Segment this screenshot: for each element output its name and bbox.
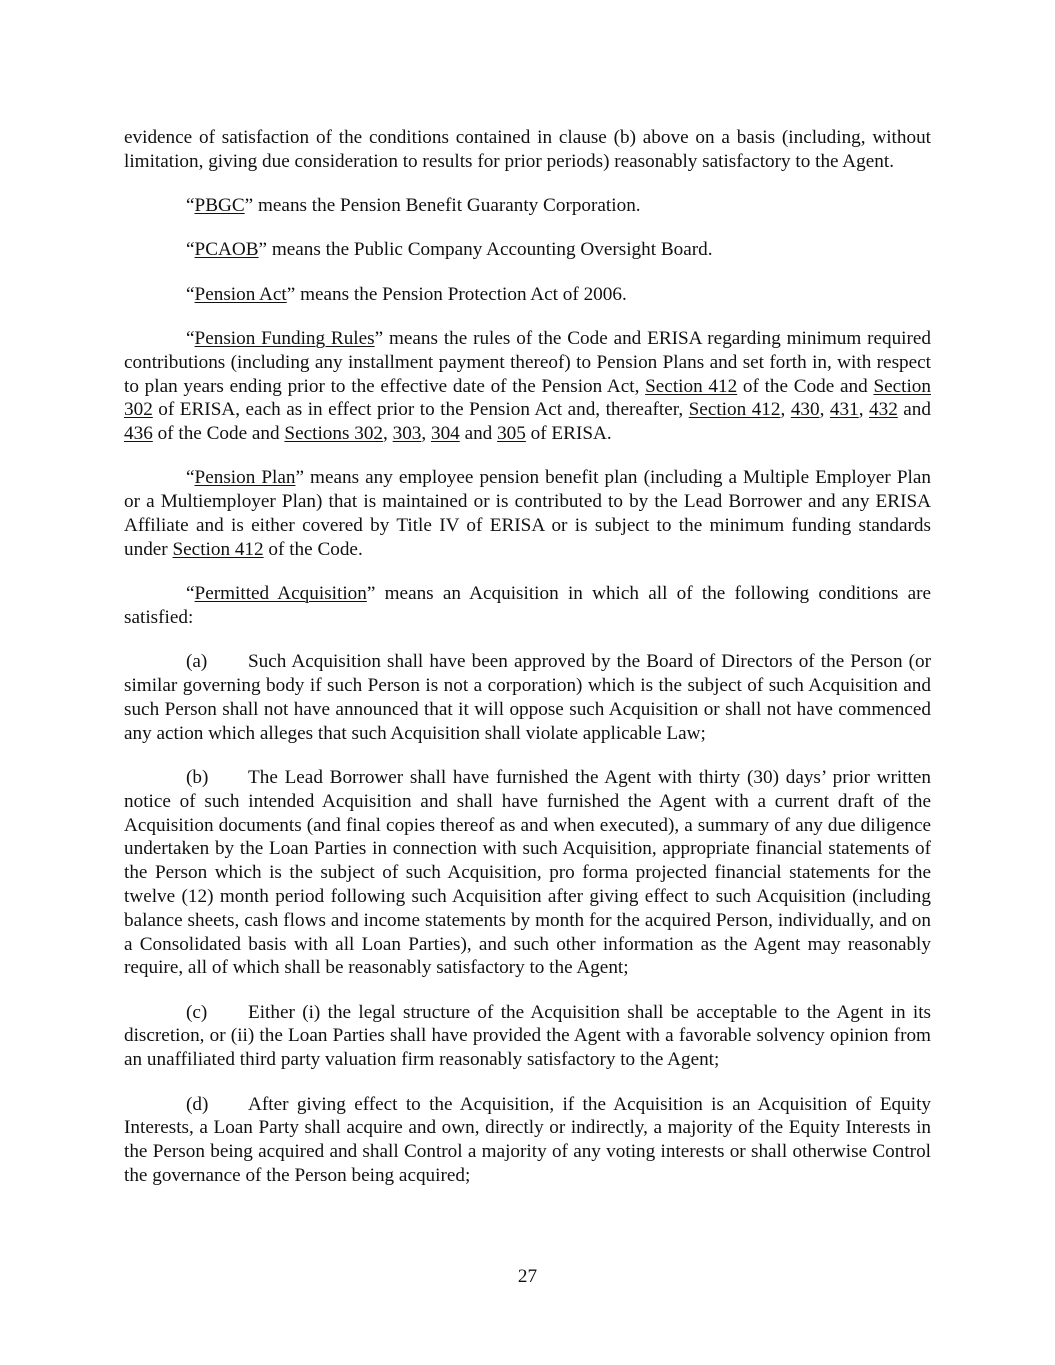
section-reference: 305 (497, 423, 526, 445)
definition-text: and (897, 399, 931, 421)
definition-pcaob: “PCAOB” means the Public Company Accounting Oversight Board. (186, 239, 713, 261)
section-reference: 432 (869, 399, 898, 421)
defined-term: PBGC (194, 195, 245, 217)
definition-text: , (780, 399, 791, 421)
document-page (124, 126, 931, 1208)
condition-label: (b) (186, 766, 209, 788)
condition-text: The Lead Borrower shall have furnished the Agent with thirty (30) days’ prior written notice of such intended Acquisition and shall have furnished the Agent with a current draft of the Acquisition documents (and final copies thereof as and when executed), a summary of any due diligence undertaken by the Loan Parties in connection with such Acquisition, appropriate financial statements of the Person which is the subject of such Acquisition, pro forma projected financial statements for the twelve (12) month period following such Acquisition after giving effect to such Acquisition (including balance sheets, cash flows and income statements by month for the acquired Person, individually, and on a Consolidated basis with all Loan Parties), and such other information as the Agent may reasonably require, all of which shall be reasonably satisfactory to the Agent; (124, 766, 931, 979)
definition-text: means the Pension Benefit Guaranty Corporation. (253, 195, 641, 217)
condition-label: (d) (186, 1093, 209, 1115)
definition-pension-funding-rules: “Pension Funding Rules” means the rules of the Code and ERISA regarding minimum required contributions (including any installment payment thereof) to Pension Plans and set forth in, with respect to plan years ending prior to the effective date of the Pension Act, Section 412 of the Code and Section 302 of ERISA, each as in effect prior to the Pension Act and, thereafter, Section 412, 430, 431, 432 and 436 of the Code and Sections 302, 303, 304 and 305 of ERISA. (124, 327, 932, 445)
condition-d (124, 1093, 931, 1188)
definition-text: , (421, 423, 431, 445)
definition-text: means the Pension Protection Act of 2006. (295, 283, 627, 305)
section-reference: 303 (392, 423, 422, 445)
condition-c (124, 1001, 931, 1072)
condition-label: (a) (186, 651, 208, 673)
definition-text: of ERISA, each as in effect prior to the Pension Act and, thereafter, (152, 399, 689, 421)
defined-term: Pension Funding Rules (194, 327, 375, 349)
section-reference: Section 302 (124, 375, 931, 421)
definition-text: of the Code. (263, 538, 363, 560)
definition-text: and (459, 423, 498, 445)
condition-label: (c) (186, 1001, 208, 1023)
section-reference: 431 (829, 399, 859, 421)
definition-permitted-acquisition: “Permitted Acquisition” means an Acquisition in which all of the following conditions are satisfied: (124, 583, 931, 628)
condition-text: Either (i) the legal structure of the Acquisition shall be acceptable to the Agent in its discretion, or (ii) the Loan Parties shall have provided the Agent with a favorable solvency opinion from an unaffiliated third party valuation firm reasonably satisfactory to the Agent; (124, 1001, 931, 1071)
defined-term: Permitted Acquisition (194, 583, 367, 605)
condition-a (124, 650, 931, 745)
definition-text: means an Acquisition in which all of the following conditions are satisfied: (124, 583, 931, 628)
section-reference: Sections 302 (284, 423, 384, 445)
definition-text: means the rules of the Code and ERISA regarding minimum required contributions (including any installment payment thereof) to Pension Plans and set forth in, with respect to plan years ending prior to the effective date of the Pension Act, (124, 327, 932, 397)
section-reference: Section 412 (645, 375, 738, 397)
defined-term: Pension Plan (194, 467, 296, 489)
section-reference: 436 (124, 423, 153, 445)
definition-pbgc: “PBGC” means the Pension Benefit Guaranty Corporation. (186, 195, 641, 217)
definition-text: , (819, 399, 830, 421)
definition-text: means any employee pension benefit plan (including a Multiple Employer Plan or a Multiemployer Plan) that is maintained or is contributed to by the Lead Borrower and any ERISA Affiliate and is either covered by Title IV of ERISA or is subject to the minimum funding standards under (124, 467, 931, 560)
definition-text: of ERISA. (525, 423, 612, 445)
condition-b (124, 766, 931, 980)
section-reference: 430 (790, 399, 820, 421)
page-number: 27 (517, 1266, 538, 1287)
definition-pension-plan: “Pension Plan” means any employee pension benefit plan (including a Multiple Employer Plan or a Multiemployer Plan) that is maintained or is contributed to by the Lead Borrower and any ERISA Affiliate and is either covered by Title IV of ERISA or is subject to the minimum funding standards under Section 412 of the Code. (124, 467, 931, 560)
definition-text: means the Public Company Accounting Oversight Board. (267, 239, 713, 261)
definition-text: , (383, 423, 393, 445)
defined-term: PCAOB (194, 239, 259, 261)
section-reference: 304 (430, 423, 460, 445)
section-reference: Section 412 (172, 538, 264, 560)
definition-text: of the Code and (152, 423, 285, 445)
definition-pension-act: “Pension Act” means the Pension Protection Act of 2006. (186, 283, 627, 305)
definition-text: of the Code and (737, 375, 874, 397)
definition-text: , (858, 399, 869, 421)
section-reference: Section 412 (688, 399, 781, 421)
intro-paragraph: evidence of satisfaction of the conditions contained in clause (b) above on a basis (including, without limitation, giving due consideration to results for prior periods) reasonably satisfactory to the Agent. (124, 127, 931, 172)
condition-text: Such Acquisition shall have been approved by the Board of Directors of the Person (or similar governing body if such Person is not a corporation) which is the subject of such Acquisition and such Person shall not have announced that it will oppose such Acquisition or shall not have commenced any action which alleges that such Acquisition shall violate applicable Law; (124, 651, 931, 744)
defined-term: Pension Act (194, 283, 287, 305)
condition-text: After giving effect to the Acquisition, if the Acquisition is an Acquisition of Equity Interests, a Loan Party shall acquire and own, directly or indirectly, a majority of the Equity Interests in the Person being acquired and shall Control a majority of any voting interests or shall otherwise Control the governance of the Person being acquired; (124, 1093, 931, 1186)
